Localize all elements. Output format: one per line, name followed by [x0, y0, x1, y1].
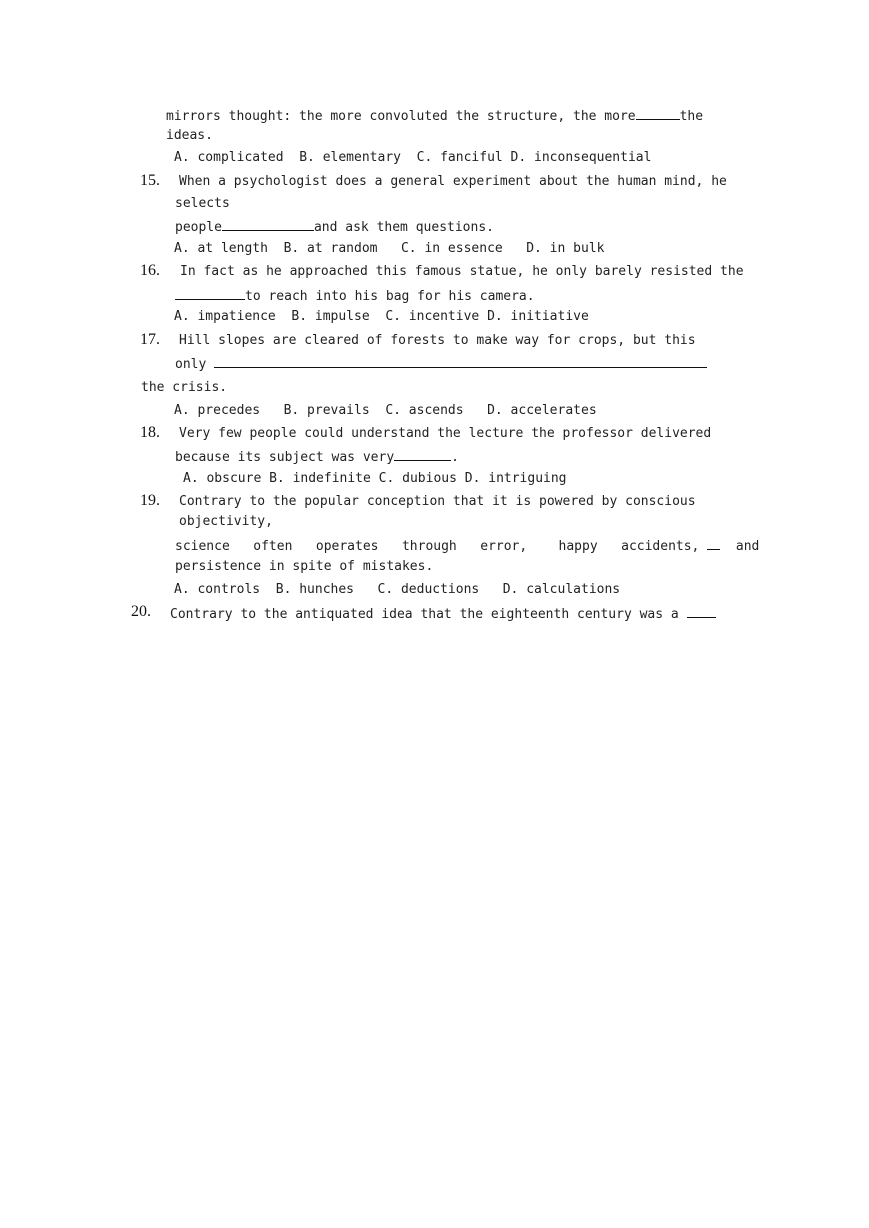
q17-blank	[214, 355, 707, 368]
q18-line-2	[175, 448, 459, 466]
q20-blank	[687, 605, 716, 618]
q17-line-2	[175, 355, 707, 373]
q14-text-end: the	[679, 109, 704, 124]
q14-text: mirrors thought: the more convoluted the structure, the more	[166, 109, 636, 124]
q15-text-end: and ask them questions.	[313, 220, 494, 235]
q16-text: to reach into his bag for his camera.	[245, 289, 535, 304]
q14-line-1	[166, 107, 703, 125]
q15-blank	[222, 218, 314, 231]
q16-blank	[175, 287, 245, 300]
q18-text: because its subject was very	[175, 450, 395, 465]
q15-line-1: When a psychologist does a general experiment about the human mind, he	[179, 174, 727, 189]
q18-options: A. obscure B. indefinite C. dubious D. intriguing	[183, 471, 567, 486]
q14-line-2: ideas.	[166, 128, 213, 143]
q16-number: 16.	[140, 262, 160, 279]
q20-text: Contrary to the antiquated idea that the eighteenth century was a	[170, 607, 679, 622]
q19-options: A. controls B. hunches C. deductions D. calculations	[174, 582, 621, 597]
q18-text-end: .	[451, 450, 459, 465]
q18-blank	[394, 448, 451, 461]
q16-line-1: In fact as he approached this famous statue, he only barely resisted the	[180, 264, 744, 279]
q14-blank	[636, 107, 680, 120]
q17-options: A. precedes B. prevails C. ascends D. accelerates	[174, 403, 597, 418]
q17-text: only	[175, 357, 207, 372]
q19-text: science often operates through error, happy accidents,	[175, 539, 700, 554]
q15-line-2: selects	[175, 196, 230, 211]
q19-number: 19.	[140, 492, 160, 509]
q20-line-1	[170, 605, 716, 623]
q17-number: 17.	[140, 331, 160, 348]
q16-options: A. impatience B. impulse C. incentive D. initiative	[174, 309, 589, 324]
q15-line-3	[175, 218, 494, 236]
q20-number: 20.	[131, 603, 151, 620]
q19-line-1: Contrary to the popular conception that it is powered by conscious	[179, 494, 696, 509]
q16-line-2	[175, 287, 535, 305]
q15-number: 15.	[140, 172, 160, 189]
q17-line-3: the crisis.	[141, 380, 228, 395]
q17-line-1: Hill slopes are cleared of forests to make way for crops, but this	[179, 333, 696, 348]
q14-options: A. complicated B. elementary C. fanciful D. inconsequential	[174, 150, 652, 165]
q15-options: A. at length B. at random C. in essence D. in bulk	[174, 241, 605, 256]
q18-line-1: Very few people could understand the lecture the professor delivered	[179, 426, 712, 441]
q19-text-end: and	[735, 539, 760, 554]
q18-number: 18.	[140, 424, 160, 441]
q19-blank	[707, 537, 720, 550]
q15-text: people	[175, 220, 222, 235]
q19-line-2: objectivity,	[179, 514, 273, 529]
q19-line-3	[175, 537, 759, 555]
q19-line-4: persistence in spite of mistakes.	[175, 559, 434, 574]
